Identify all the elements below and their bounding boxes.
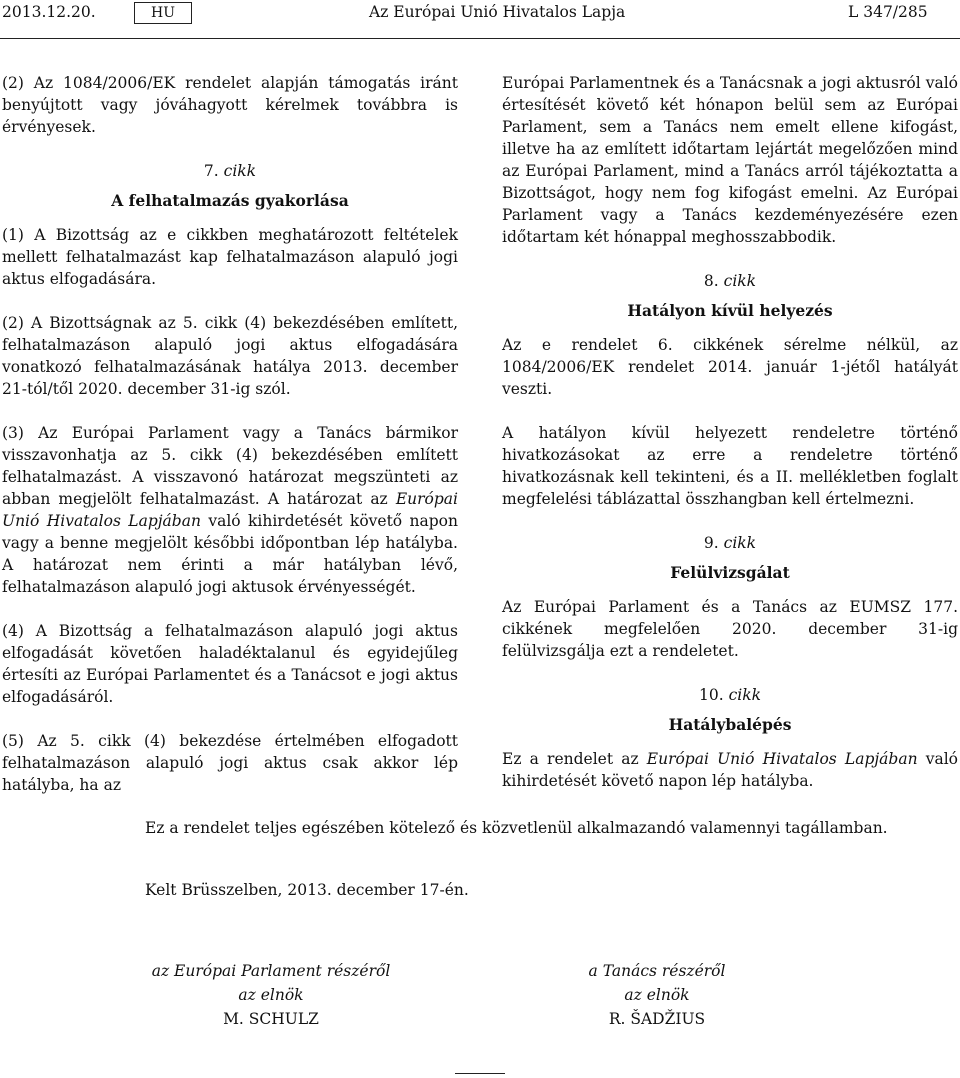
- paragraph: (4) A Bizottság a felhatalmazáson alapuló jogi aktus elfogadását követően haladéktalanul és egyidejűleg értesíti az Európai Parlamentet és a Tanácsot e jogi aktus elfogadásáról.: [2, 622, 458, 706]
- signatory-role: az elnök: [624, 986, 690, 1004]
- article-number-value: 8.: [703, 272, 719, 290]
- article-title: A felhatalmazás gyakorlása: [111, 191, 349, 210]
- article-word: cikk: [723, 272, 757, 290]
- place-and-date: Kelt Brüsszelben, 2013. december 17-én.: [145, 881, 469, 899]
- paragraph-text: való kihirdetését követő napon vagy a benne megjelölt későbbi időpontban lép hatályba. A határozat nem érinti a már hatályban lévő, felhatalmazáson alapuló jogi aktusok érvényességét.: [2, 512, 458, 596]
- binding-clause: Ez a rendelet teljes egészében kötelező és közvetlenül alkalmazandó valamennyi tagállamban.: [145, 819, 888, 837]
- right-column: [502, 72, 958, 814]
- article-word: cikk: [223, 162, 257, 180]
- publication-date: 2013.12.20.: [2, 3, 96, 21]
- paragraph: [502, 748, 958, 792]
- paragraph: (1) A Bizottság az e cikkben meghatározott feltételek mellett felhatalmazást kap felhatalmazáson alapuló jogi aktus elfogadására.: [2, 226, 458, 288]
- article-number: [502, 270, 958, 292]
- article-number: [502, 684, 958, 706]
- parliament-signature: [131, 959, 411, 1031]
- language-badge: HU: [134, 2, 192, 24]
- article-word: cikk: [728, 686, 762, 704]
- header-divider: [0, 38, 960, 39]
- signatory-name: R. ŠADŽIUS: [608, 1010, 706, 1028]
- article-number: [502, 532, 958, 554]
- article-number: [2, 160, 458, 182]
- article-title: Hatálybalépés: [668, 715, 792, 734]
- paragraph: Az e rendelet 6. cikkének sérelme nélkül, az 1084/2006/EK rendelet 2014. január 1-jétől hatályát veszti.: [502, 336, 958, 398]
- paragraph-text: való kihirdetését követő napon lép hatályba.: [502, 750, 959, 790]
- paragraph: (2) Az 1084/2006/EK rendelet alapján támogatás iránt benyújtott vagy jóváhagyott kérelmek továbbra is érvényesek.: [2, 74, 458, 136]
- left-column: [2, 72, 458, 818]
- paragraph: (5) Az 5. cikk (4) bekezdése értelmében elfogadott felhatalmazáson alapuló jogi aktus csak akkor lép hatályba, ha az: [2, 732, 458, 794]
- journal-reference: Európai Unió Hivatalos Lapjában: [2, 490, 458, 530]
- footer-divider: [455, 1073, 505, 1074]
- journal-title: Az Európai Unió Hivatalos Lapja: [369, 3, 626, 21]
- paragraph-text: (3) Az Európai Parlament vagy a Tanács bármikor visszavonhatja az 5. cikk (4) bekezdésében említett felhatalmazást. A visszavonó határozat megszünteti az abban megjelölt felhatalmazást. A határozat az: [2, 424, 458, 508]
- paragraph: A hatályon kívül helyezett rendeletre történő hivatkozásokat az erre a rendeletre történő hivatkozásnak kell tekinteni, és a II. mellékletben foglalt megfelelési táblázattal összhangban kell értelmezni.: [502, 424, 958, 508]
- article-number-value: 7.: [203, 162, 219, 180]
- article-number-value: 9.: [703, 534, 719, 552]
- signatory-organisation: a Tanács részéről: [588, 962, 726, 980]
- signatory-name: M. SCHULZ: [223, 1010, 319, 1028]
- article-number-value: 10.: [698, 686, 724, 704]
- council-signature: [517, 959, 797, 1031]
- article-title: Felülvizsgálat: [670, 563, 790, 582]
- signatory-organisation: az Európai Parlament részéről: [151, 962, 391, 980]
- journal-reference: Európai Unió Hivatalos Lapjában: [646, 750, 918, 768]
- paragraph: Az Európai Parlament és a Tanács az EUMSZ 177. cikkének megfelelően 2020. december 31-ig felülvizsgálja ezt a rendeletet.: [502, 598, 958, 660]
- paragraph-text: Ez a rendelet az: [502, 750, 647, 768]
- article-title: Hatályon kívül helyezés: [627, 301, 833, 320]
- paragraph: (2) A Bizottságnak az 5. cikk (4) bekezdésében említett, felhatalmazáson alapuló jogi aktus elfogadására vonatkozó felhatalmazásának hatálya 2013. december 21-tól/től 2020. december 31-ig szól.: [2, 314, 458, 398]
- page-header: [0, 3, 960, 25]
- page-reference: L 347/285: [848, 3, 928, 21]
- article-word: cikk: [723, 534, 757, 552]
- paragraph: [2, 422, 458, 598]
- signatory-role: az elnök: [238, 986, 304, 1004]
- paragraph: Európai Parlamentnek és a Tanácsnak a jogi aktusról való értesítését követő két hónapon belül sem az Európai Parlament, sem a Tanács nem emelt ellene kifogást, illetve ha az említett időtartam lejártát megelőzően mind az Európai Parlament, mind a Tanács arról tájékoztatta a Bizottságot, hogy nem fog kifogást emelni. Az Európai Parlament vagy a Tanács kezdeményezésére ezen időtartam két hónappal meghosszabbodik.: [502, 74, 958, 246]
